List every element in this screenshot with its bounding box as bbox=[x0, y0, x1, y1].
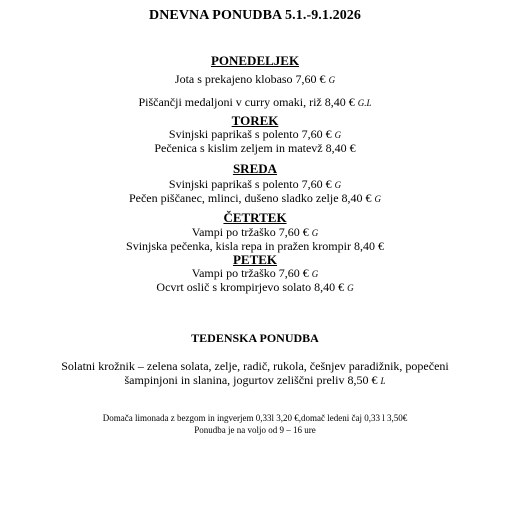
weekly-offer-text: šampinjoni in slanina, jogurtov zeliščni preliv 8,50 € bbox=[124, 373, 381, 387]
day-heading-sreda: SREDA bbox=[232, 161, 278, 176]
menu-item bbox=[0, 226, 510, 238]
menu-item bbox=[0, 240, 510, 252]
allergen-tag: G bbox=[374, 194, 382, 204]
menu-item bbox=[0, 281, 510, 293]
menu-item-text: Vampi po tržaško 7,60 € bbox=[191, 225, 312, 239]
menu-title: DNEVNA PONUDBA 5.1.-9.1.2026 bbox=[148, 8, 362, 23]
menu-item-text: Jota s prekajeno klobaso 7,60 € bbox=[174, 72, 329, 86]
weekly-offer-line: Solatni krožnik – zelena solata, zelje, radič, rukola, češnjev paradižnik, popečeni bbox=[61, 359, 449, 373]
weekly-offer-heading: TEDENSKA PONUDBA bbox=[191, 331, 319, 345]
menu-item-text: Svinjski paprikaš s polento 7,60 € bbox=[168, 127, 335, 141]
menu-item-text: Svinjska pečenka, kisla repa in pražen krompir 8,40 € bbox=[126, 239, 384, 253]
allergen-tag: G bbox=[334, 130, 342, 140]
menu-item-text: Pečenica s kislim zeljem in matevž 8,40 € bbox=[154, 141, 356, 155]
menu-item bbox=[0, 96, 510, 108]
menu-item bbox=[0, 267, 510, 279]
drinks-note: Domača limonada z bezgom in ingverjem 0,33l 3,20 €,domač ledeni čaj 0,33 l 3,50€ bbox=[102, 413, 408, 423]
menu-item bbox=[0, 178, 510, 190]
menu-item bbox=[0, 128, 510, 140]
allergen-tag: L bbox=[380, 376, 386, 386]
day-heading-torek: TOREK bbox=[231, 113, 279, 128]
day-heading-cetrtek: ČETRTEK bbox=[223, 210, 287, 225]
allergen-tag: G bbox=[334, 180, 342, 190]
menu-item bbox=[0, 73, 510, 85]
hours-note: Ponudba je na voljo od 9 – 16 ure bbox=[194, 425, 316, 435]
menu-item-text: Pečen piščanec, mlinci, dušeno sladko zelje 8,40 € bbox=[128, 191, 375, 205]
menu-item-text: Vampi po tržaško 7,60 € bbox=[191, 266, 312, 280]
allergen-tag: G bbox=[328, 75, 336, 85]
menu-item-text: Ocvrt oslič s krompirjevo solato 8,40 € bbox=[156, 280, 348, 294]
allergen-tag: G bbox=[311, 269, 319, 279]
day-heading-ponedeljek: PONEDELJEK bbox=[210, 53, 300, 68]
menu-item bbox=[0, 192, 510, 204]
weekly-offer-line bbox=[0, 374, 510, 386]
allergen-tag: G bbox=[347, 283, 354, 293]
menu-item-text: Piščančji medaljoni v curry omaki, riž 8,40 € bbox=[138, 95, 358, 109]
allergen-tag: G bbox=[311, 228, 319, 238]
menu-item-text: Svinjski paprikaš s polento 7,60 € bbox=[168, 177, 335, 191]
allergen-tag: G.L bbox=[357, 98, 372, 108]
day-heading-petek: PETEK bbox=[232, 252, 278, 267]
menu-item bbox=[0, 142, 510, 154]
